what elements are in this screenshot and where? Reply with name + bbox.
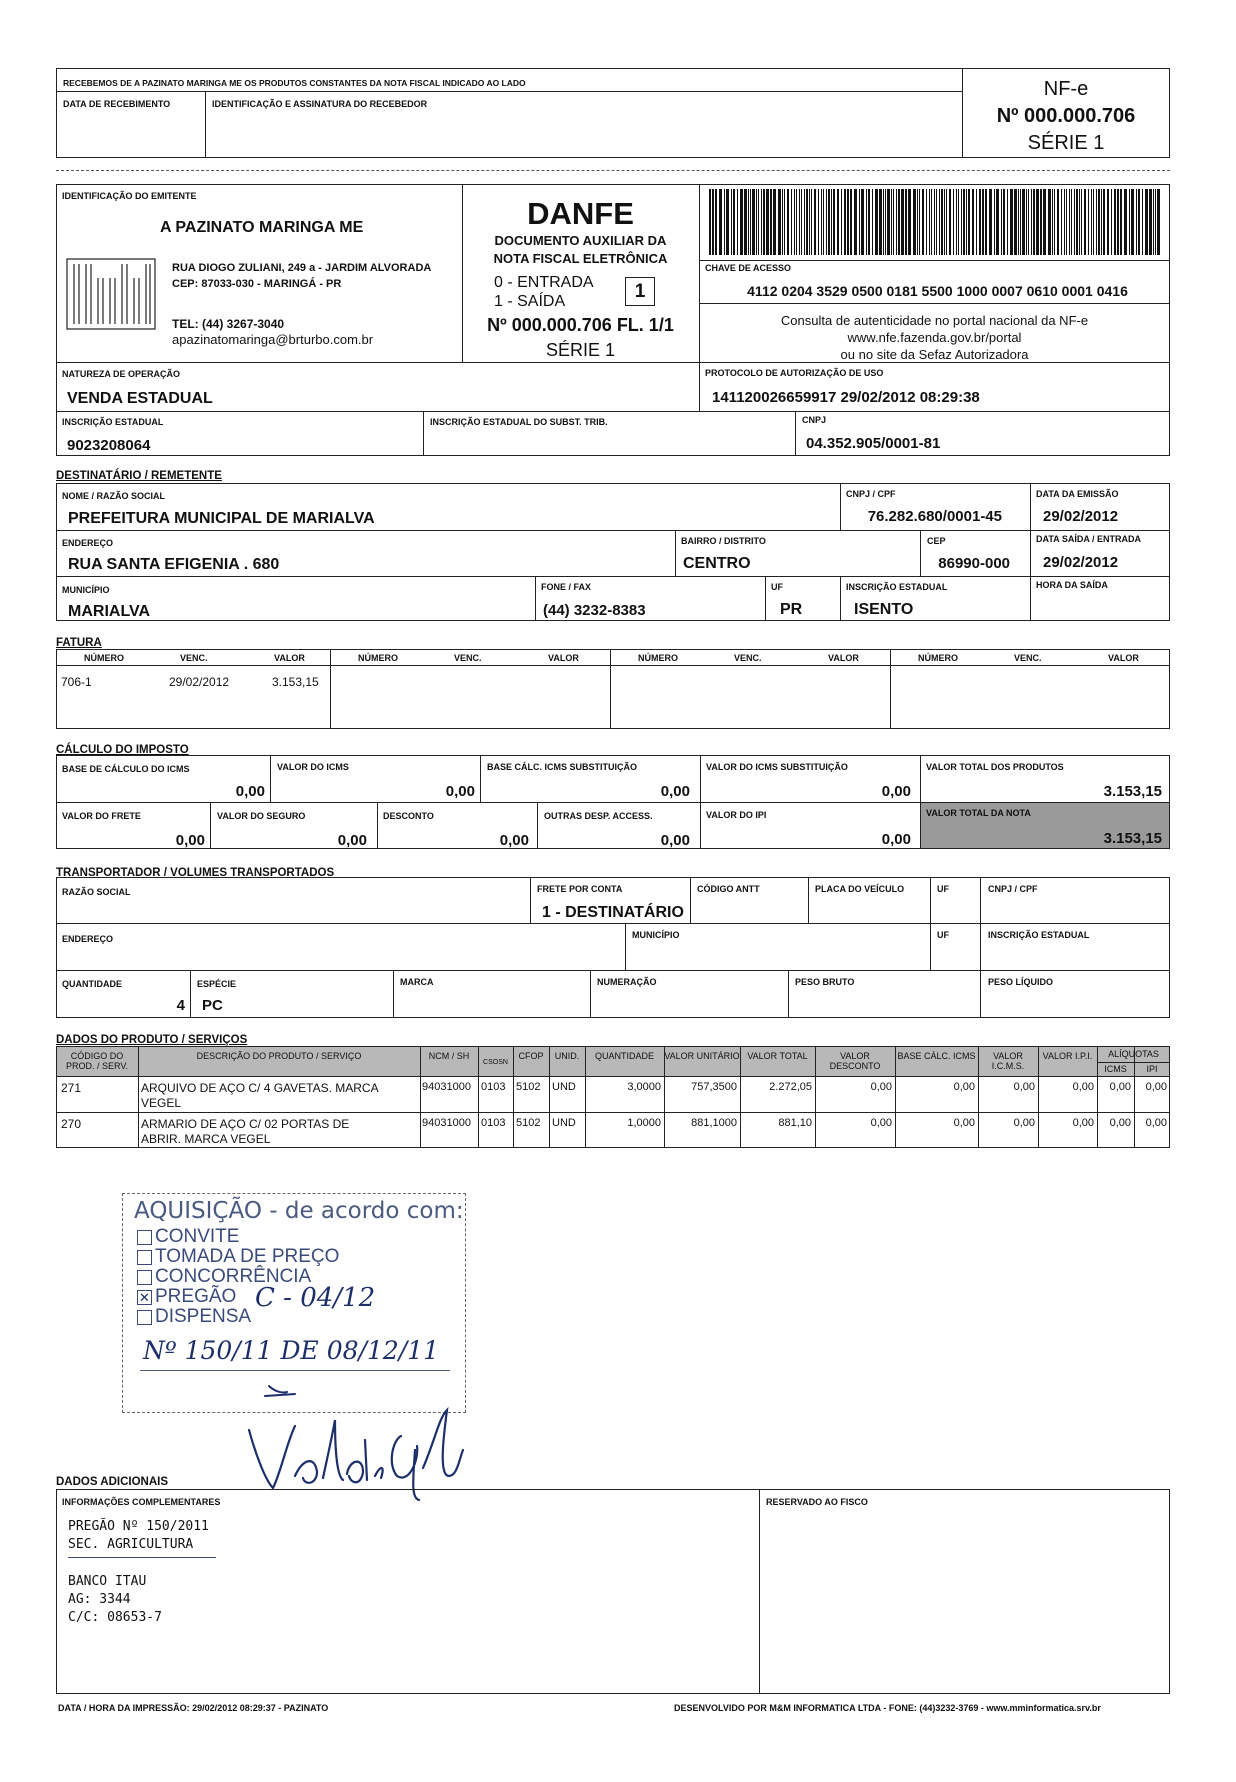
products-header-cell: DESCRIÇÃO DO PRODUTO / SERVIÇO [196, 1051, 362, 1061]
freight-by: 1 - DESTINATÁRIO [542, 904, 684, 921]
total-products: 3.153,15 [1103, 783, 1162, 800]
carrier-city-label: MUNICÍPIO [632, 930, 680, 940]
recipient-city: MARIALVA [68, 603, 151, 620]
gross-weight-label: PESO BRUTO [795, 977, 855, 987]
invoice-header-value: VALOR [1108, 653, 1139, 663]
danfe-subtitle-2: NOTA FISCAL ELETRÔNICA [493, 251, 668, 266]
reserved-label: RESERVADO AO FISCO [766, 1497, 868, 1507]
divider [420, 1046, 421, 1148]
products-header-cell: NCM / SH [428, 1051, 470, 1061]
invoice-header-due: VENC. [734, 653, 762, 663]
cep-label: CEP [927, 536, 946, 546]
recipient-cnpj-label: CNPJ / CPF [846, 489, 896, 499]
divider [759, 1489, 760, 1694]
nfe-title: NF-e [1043, 78, 1089, 100]
invoice-header-value: VALOR [274, 653, 305, 663]
info-line-4: AG: 3344 [68, 1592, 131, 1607]
divider [270, 755, 271, 802]
exit-time-label: HORA DA SAÍDA [1036, 580, 1108, 590]
info-line-1: PREGÃO Nº 150/2011 [68, 1519, 209, 1534]
carrier-uf-label: UF [937, 884, 949, 894]
ie-st-label: INSCRIÇÃO ESTADUAL DO SUBST. TRIB. [430, 417, 608, 427]
divider [675, 530, 676, 576]
products-section-label: DADOS DO PRODUTO / SERVIÇOS [56, 1034, 248, 1046]
carrier-cnpj-label: CNPJ / CPF [988, 884, 1038, 894]
product-discount: 0,00 [870, 1081, 892, 1093]
recipient-district: CENTRO [683, 555, 751, 572]
insurance-label: VALOR DO SEGURO [217, 811, 306, 821]
divider [610, 649, 611, 729]
divider [1097, 1062, 1170, 1063]
divider [625, 923, 626, 970]
recipient-ie: ISENTO [854, 601, 914, 618]
stamp-option-label: CONCORRÊNCIA [155, 1266, 312, 1287]
divider [530, 877, 531, 923]
uf-label: UF [771, 582, 783, 592]
invoice-header-due: VENC. [180, 653, 208, 663]
product-total: 2.272,05 [769, 1081, 812, 1093]
products-header-aliquotas: ALÍQUOTAS [1108, 1049, 1159, 1059]
divider [700, 755, 701, 849]
recipient-section-label: DESTINATÁRIO / REMETENTE [56, 470, 222, 482]
divider [788, 970, 789, 1018]
access-key-label: CHAVE DE ACESSO [705, 263, 792, 273]
protocol-value: 141120026659917 29/02/2012 08:29:38 [712, 389, 980, 406]
info-line-3: BANCO ITAU [68, 1574, 147, 1589]
product-unit-value: 881,1000 [691, 1117, 737, 1129]
dashed-cut-line [56, 170, 1170, 171]
receipt-statement: RECEBEMOS DE A PAZINATO MARINGA ME OS PRODUTOS CONSTANTES DA NOTA FISCAL INDICADO AO LADO [63, 78, 526, 88]
invoice-header-number: NÚMERO [84, 653, 124, 663]
stamp-checkbox [137, 1230, 152, 1245]
divider [377, 802, 378, 849]
issuer-section-label: IDENTIFICAÇÃO DO EMITENTE [62, 191, 197, 201]
products-header-aliq-ipi: IPI [1146, 1064, 1158, 1074]
receipt-signature-label: IDENTIFICAÇÃO E ASSINATURA DO RECEBEDOR [212, 99, 428, 109]
divider [699, 362, 1170, 363]
divider [537, 802, 538, 849]
divider [56, 1112, 1170, 1113]
divider [393, 970, 394, 1018]
recipient-cep: 86990-000 [938, 555, 1010, 572]
product-cfop: 5102 [516, 1117, 541, 1129]
divider [56, 91, 962, 92]
emission-date: 29/02/2012 [1043, 508, 1119, 525]
stamp-option-label: PREGÃO [155, 1286, 237, 1307]
divider [664, 1046, 665, 1148]
product-csosn: 0103 [481, 1081, 506, 1093]
divider [740, 1046, 741, 1148]
plate-label: PLACA DO VEÍCULO [815, 884, 905, 894]
product-cfop: 5102 [516, 1081, 541, 1093]
invoice-number: 706-1 [61, 675, 92, 689]
ipi-value: 0,00 [881, 831, 911, 848]
access-key-barcode [709, 189, 1161, 255]
protocol-label: PROTOCOLO DE AUTORIZAÇÃO DE USO [705, 368, 884, 378]
divider [56, 802, 1170, 803]
stamp-number-line: Nº 150/11 DE 08/12/11 [143, 1336, 439, 1365]
product-ipi: 0,00 [1072, 1117, 1094, 1129]
district-label: BAIRRO / DISTRITO [681, 536, 766, 546]
product-ncm: 94031000 [422, 1117, 471, 1129]
product-ipi: 0,00 [1072, 1081, 1094, 1093]
nfe-series: SÉRIE 1 [1027, 132, 1105, 154]
issuer-cnpj: 04.352.905/0001-81 [806, 435, 941, 452]
species-value: PC [202, 997, 223, 1014]
divider [699, 184, 700, 411]
divider [699, 260, 1170, 261]
city-label: MUNICÍPIO [62, 585, 110, 595]
transport-block [56, 877, 1170, 1018]
recipient-block [56, 483, 1170, 621]
issuer-phone: TEL: (44) 3267-3040 [172, 317, 285, 331]
stamp-underline [140, 1370, 450, 1371]
issuer-cep: CEP: 87033-030 - MARINGÁ - PR [172, 278, 342, 290]
freight-by-label: FRETE POR CONTA [537, 884, 623, 894]
freight-label: VALOR DO FRETE [62, 811, 141, 821]
base-st-label: BASE CÁLC. ICMS SUBSTITUIÇÃO [487, 762, 638, 772]
divider [890, 649, 891, 729]
divider [56, 665, 1170, 666]
antt-label: CÓDIGO ANTT [697, 884, 760, 894]
stamp-handwritten-ref: C - 04/12 [255, 1283, 376, 1313]
products-header-cell: VALOR I.C.M.S. [991, 1051, 1025, 1071]
base-icms-label: BASE DE CÁLCULO DO ICMS [62, 764, 190, 774]
product-desc: ARMARIO DE AÇO C/ 02 PORTAS DE [141, 1117, 350, 1131]
product-desc: ARQUIVO DE AÇO C/ 4 GAVETAS. MARCA [141, 1081, 379, 1095]
product-discount: 0,00 [870, 1117, 892, 1129]
divider [699, 303, 1170, 304]
divider [840, 483, 841, 530]
emission-label: DATA DA EMISSÃO [1036, 489, 1119, 499]
net-weight-label: PESO LÍQUIDO [988, 977, 1054, 987]
divider [1030, 483, 1031, 621]
maqpaz-logo [66, 258, 156, 330]
stamp-checkbox [137, 1250, 152, 1265]
products-header-aliq-icms: ICMS [1104, 1064, 1127, 1074]
recipient-name: PREFEITURA MUNICIPAL DE MARIALVA [68, 510, 375, 527]
divider [423, 411, 424, 456]
product-qty: 3,0000 [627, 1081, 661, 1093]
discount-label: DESCONTO [383, 811, 434, 821]
nfe-number: Nº 000.000.706 [996, 105, 1136, 127]
danfe-series: SÉRIE 1 [545, 340, 616, 360]
products-header-cell: QUANTIDADE [594, 1051, 654, 1061]
carrier-address-label: ENDEREÇO [62, 934, 114, 944]
recipient-uf: PR [780, 601, 803, 618]
product-desc-2: VEGEL [141, 1096, 182, 1109]
product-code: 271 [61, 1081, 82, 1095]
divider [590, 970, 591, 1018]
base-icms: 0,00 [235, 783, 265, 800]
stamp-checkbox [137, 1270, 152, 1285]
insurance-value: 0,00 [337, 832, 367, 849]
invoice-header-due: VENC. [454, 653, 482, 663]
divider [535, 576, 536, 621]
product-icms: 0,00 [1013, 1117, 1035, 1129]
invoice-header-due: VENC. [1014, 653, 1042, 663]
divider [690, 877, 691, 923]
species-label: ESPÉCIE [197, 979, 237, 989]
issuer-email: apazinatomaringa@brturbo.com.br [172, 332, 374, 347]
info-line-5: C/C: 08653-7 [68, 1610, 162, 1625]
developer-credit: DESENVOLVIDO POR M&M INFORMATICA LTDA - FONE: (44)3232-3769 - www.mminformatica.srv.br [674, 1703, 1101, 1713]
ie-label: INSCRIÇÃO ESTADUAL [62, 417, 164, 427]
product-unit: UND [552, 1081, 576, 1093]
divider [56, 576, 1170, 577]
transport-section-label: TRANSPORTADOR / VOLUMES TRANSPORTADOS [56, 867, 335, 879]
divider [330, 649, 331, 729]
nature-label: NATUREZA DE OPERAÇÃO [62, 369, 181, 379]
ie-value: 9023208064 [67, 437, 151, 454]
icms-value: 0,00 [445, 783, 475, 800]
access-key: 4112 0204 3529 0500 0181 5500 1000 0007 0610 0001 0416 [747, 283, 1128, 299]
divider [549, 1046, 550, 1148]
total-products-label: VALOR TOTAL DOS PRODUTOS [926, 762, 1064, 772]
carrier-ie-label: INSCRIÇÃO ESTADUAL [988, 930, 1090, 940]
products-header-cell: VALOR TOTAL [747, 1051, 808, 1061]
divider [795, 411, 796, 456]
numbering-label: NUMERAÇÃO [597, 977, 657, 987]
danfe-subtitle-1: DOCUMENTO AUXILIAR DA [494, 233, 667, 248]
divider [1038, 1046, 1039, 1148]
exit-date-label: DATA SAÍDA / ENTRADA [1036, 534, 1141, 544]
additional-section-label: DADOS ADICIONAIS [56, 1476, 169, 1488]
info-underline [68, 1557, 216, 1558]
divider [980, 877, 981, 1018]
product-unit: UND [552, 1117, 576, 1129]
stamp-checkbox [137, 1310, 152, 1325]
issuer-name: A PAZINATO MARINGA ME [160, 219, 364, 236]
consult-line-3: ou no site da Sefaz Autorizadora [840, 347, 1029, 361]
divider [808, 877, 809, 923]
invoice-header-number: NÚMERO [638, 653, 678, 663]
products-header-cell: CSOSN [483, 1059, 508, 1066]
stamp-option-label: CONVITE [155, 1226, 240, 1247]
issuer-cnpj-label: CNPJ [802, 415, 827, 425]
consult-line-2: www.nfe.fazenda.gov.br/portal [847, 330, 1022, 345]
divider [56, 923, 1170, 924]
issuer-address: RUA DIOGO ZULIANI, 249 a - JARDIM ALVORADA [172, 262, 432, 274]
exit-date: 29/02/2012 [1043, 554, 1119, 571]
divider [480, 755, 481, 802]
volume-qty-label: QUANTIDADE [62, 979, 122, 989]
total-note: 3.153,15 [1103, 830, 1162, 847]
invoice-block [56, 649, 1170, 729]
product-total: 881,10 [778, 1117, 812, 1129]
products-header-cell: BASE CÁLC. ICMS [897, 1051, 976, 1061]
invoice-header-value: VALOR [828, 653, 859, 663]
divider [56, 530, 1170, 531]
carrier-uf2-label: UF [937, 930, 949, 940]
products-header-cell: CFOP [518, 1051, 544, 1061]
divider [138, 1046, 139, 1148]
consult-line-1: Consulta de autenticidade no portal nacional da NF-e [780, 313, 1089, 328]
additional-block [56, 1489, 1170, 1694]
danfe-type-box: 1 [625, 277, 655, 306]
invoice-header-number: NÚMERO [918, 653, 958, 663]
danfe-title: DANFE [527, 196, 634, 231]
product-icms: 0,00 [1013, 1081, 1035, 1093]
nature-value: VENDA ESTADUAL [67, 390, 213, 407]
handwritten-signature [225, 1380, 485, 1505]
divider [190, 970, 191, 1018]
carrier-name-label: RAZÃO SOCIAL [62, 887, 131, 897]
divider [585, 1046, 586, 1148]
divider [513, 1046, 514, 1148]
recipient-phone: (44) 3232-8383 [543, 602, 646, 619]
discount-value: 0,00 [499, 832, 529, 849]
product-aliq-icms: 0,00 [1109, 1081, 1131, 1093]
divider [56, 411, 1170, 412]
divider [210, 802, 211, 849]
invoice-section-label: FATURA [56, 637, 102, 649]
icms-st: 0,00 [881, 783, 911, 800]
danfe-exit: 1 - SAÍDA [494, 293, 566, 310]
total-note-label: VALOR TOTAL DA NOTA [926, 808, 1031, 818]
recipient-address: RUA SANTA EFIGENIA . 680 [68, 556, 280, 573]
divider [930, 877, 931, 970]
print-date: DATA / HORA DA IMPRESSÃO: 29/02/2012 08:29:37 - PAZINATO [58, 1703, 329, 1713]
products-header-cell: VALOR I.P.I. [1042, 1051, 1093, 1061]
stamp-option-label: TOMADA DE PREÇO [155, 1246, 340, 1267]
freight-value: 0,00 [175, 832, 205, 849]
brand-label: MARCA [400, 977, 434, 987]
products-header-cell: UNID. [554, 1051, 580, 1061]
product-aliq-icms: 0,00 [1109, 1117, 1131, 1129]
other-expenses-label: OUTRAS DESP. ACCESS. [544, 811, 653, 821]
invoice-value: 3.153,15 [272, 675, 319, 689]
ipi-label: VALOR DO IPI [706, 810, 767, 820]
divider [895, 1046, 896, 1148]
invoice-due: 29/02/2012 [169, 675, 230, 689]
product-base-icms: 0,00 [953, 1081, 975, 1093]
address-label: ENDEREÇO [62, 538, 114, 548]
products-header-cell: CÓDIGO DO PROD. / SERV. [65, 1051, 129, 1071]
product-desc-2: ABRIR. MARCA VEGEL [141, 1132, 271, 1145]
product-csosn: 0103 [481, 1117, 506, 1129]
invoice-header-value: VALOR [548, 653, 579, 663]
products-header-cell: VALOR DESCONTO [829, 1051, 881, 1071]
product-qty: 1,0000 [627, 1117, 661, 1129]
stamp-option-label: DISPENSA [155, 1306, 252, 1327]
divider [765, 576, 766, 621]
recipient-cnpj: 76.282.680/0001-45 [867, 508, 1002, 525]
divider [56, 1076, 1170, 1077]
product-aliq-ipi: 0,00 [1145, 1081, 1167, 1093]
icms-label: VALOR DO ICMS [277, 762, 349, 772]
danfe-entry: 0 - ENTRADA [494, 274, 594, 291]
stamp-checkbox: ✕ [137, 1290, 152, 1305]
stamp-title: AQUISIÇÃO - de acordo com: [134, 1198, 464, 1224]
recipient-name-label: NOME / RAZÃO SOCIAL [62, 491, 165, 501]
divider [205, 91, 206, 158]
product-base-icms: 0,00 [953, 1117, 975, 1129]
info-line-2: SEC. AGRICULTURA [68, 1537, 194, 1552]
recipient-ie-label: INSCRIÇÃO ESTADUAL [846, 582, 948, 592]
other-expenses: 0,00 [660, 832, 690, 849]
product-code: 270 [61, 1117, 82, 1131]
divider [920, 530, 921, 576]
invoice-header-number: NÚMERO [358, 653, 398, 663]
info-label: INFORMAÇÕES COMPLEMENTARES [62, 1497, 221, 1507]
icms-st-label: VALOR DO ICMS SUBSTITUIÇÃO [706, 762, 848, 772]
phone-label: FONE / FAX [541, 582, 592, 592]
volume-qty: 4 [176, 997, 185, 1014]
product-ncm: 94031000 [422, 1081, 471, 1093]
divider [56, 362, 699, 363]
divider [56, 970, 1170, 971]
product-unit-value: 757,3500 [691, 1081, 737, 1093]
receipt-date-label: DATA DE RECEBIMENTO [63, 99, 171, 109]
base-st: 0,00 [660, 783, 690, 800]
product-aliq-ipi: 0,00 [1145, 1117, 1167, 1129]
products-header-cell: VALOR UNITÁRIO [664, 1051, 740, 1061]
danfe-number: Nº 000.000.706 FL. 1/1 [487, 315, 674, 335]
divider [920, 755, 921, 849]
divider [840, 576, 841, 621]
tax-section-label: CÁLCULO DO IMPOSTO [56, 744, 189, 756]
